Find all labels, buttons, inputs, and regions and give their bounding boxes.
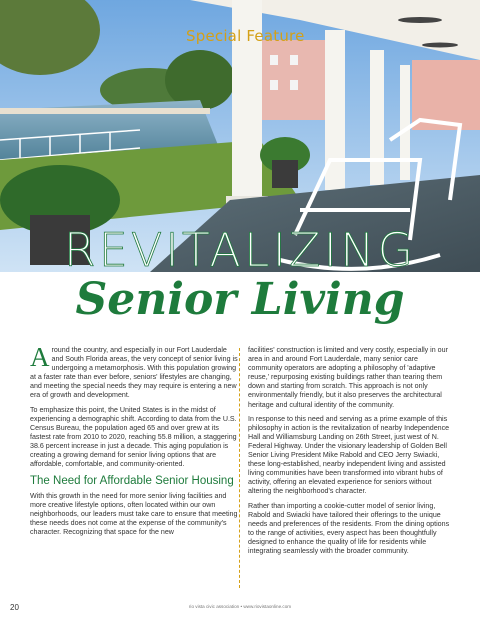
footer-credit: rio vista civic association • www.riovistaonline.com — [188, 604, 292, 609]
paragraph-4: facilities' construction is limited and very costly, especially in our area in and around Fort Lauderdale, many senior care community operators are adopting a philosophy of 'adaptive reuse,' repurposing existing buildings rather than tearing them down and starting from scratch. This approach is not only environmentally friendly, but it also preserves the architectural heritage and cultural identity of the community. — [248, 346, 448, 409]
column-divider — [239, 348, 240, 588]
headline-senior-living: Senior Living — [75, 274, 405, 325]
headline-revitalizing: REVITALIZING — [63, 223, 417, 277]
paragraph-2: To emphasize this point, the United States is in the midst of experiencing a demographic shift. According to data from the U.S. Census Bureau, the population aged 65 and over grew at its fastest rate from 2010 to 2020, reaching 55.8 million, a staggering 38.6 percent increase in just a decade. This aging population is creating a growing demand for senior living options that are affordable, comfortable, and community-oriented. — [30, 405, 237, 469]
paragraph-1: round the country, and especially in our Fort Lauderdale and South Florida areas, the very concept of senior living is undergoing a metamorphosis. With this population growing at a faster rate than ever before, seniors' lifestyles are changing, and meeting the special needs they may require is entering a new era of growth and development. — [30, 346, 238, 400]
article-column-right — [248, 346, 454, 561]
paragraph-6: Rather than importing a cookie-cutter model of senior living, Rabold and Swiacki have tailored their offerings to the unique needs and preferences of the residents. From the dining options to the range of activities, every aspect has been thoughtfully designed to enhance the quality of life for residents while integrating seamlessly with the broader community. — [248, 501, 450, 555]
page-number: 20 — [10, 603, 19, 612]
paragraph-5: In response to this need and serving as a prime example of this philosophy in action is the revitalization of nearby Independence Hall and Williamsburg Landing on 26th Street, just west of N. Federal Highway. Under the visionary leadership of Golden Bell Senior Living President Mike Rabold and CEO Jerry Swiacki, these long-established, nearby independent living and assisted living communities have been transformed into vibrant hubs of activity, offering an elevated experience for seniors without altering the neighborhood's character. — [248, 414, 450, 496]
drop-cap: A — [30, 342, 50, 372]
section-kicker: Special Feature — [186, 27, 305, 45]
subheading: The Need for Affordable Senior Housing — [30, 475, 234, 488]
article-column-left — [30, 342, 240, 542]
intro-paragraph — [30, 342, 240, 401]
paragraph-3: With this growth in the need for more senior living facilities and more creative lifestyle options, often located within our own neighborhoods, our leaders must take care to ensure that meeting these needs does not come at the expense of the community's character. Recognizing that space for the new — [30, 491, 238, 537]
